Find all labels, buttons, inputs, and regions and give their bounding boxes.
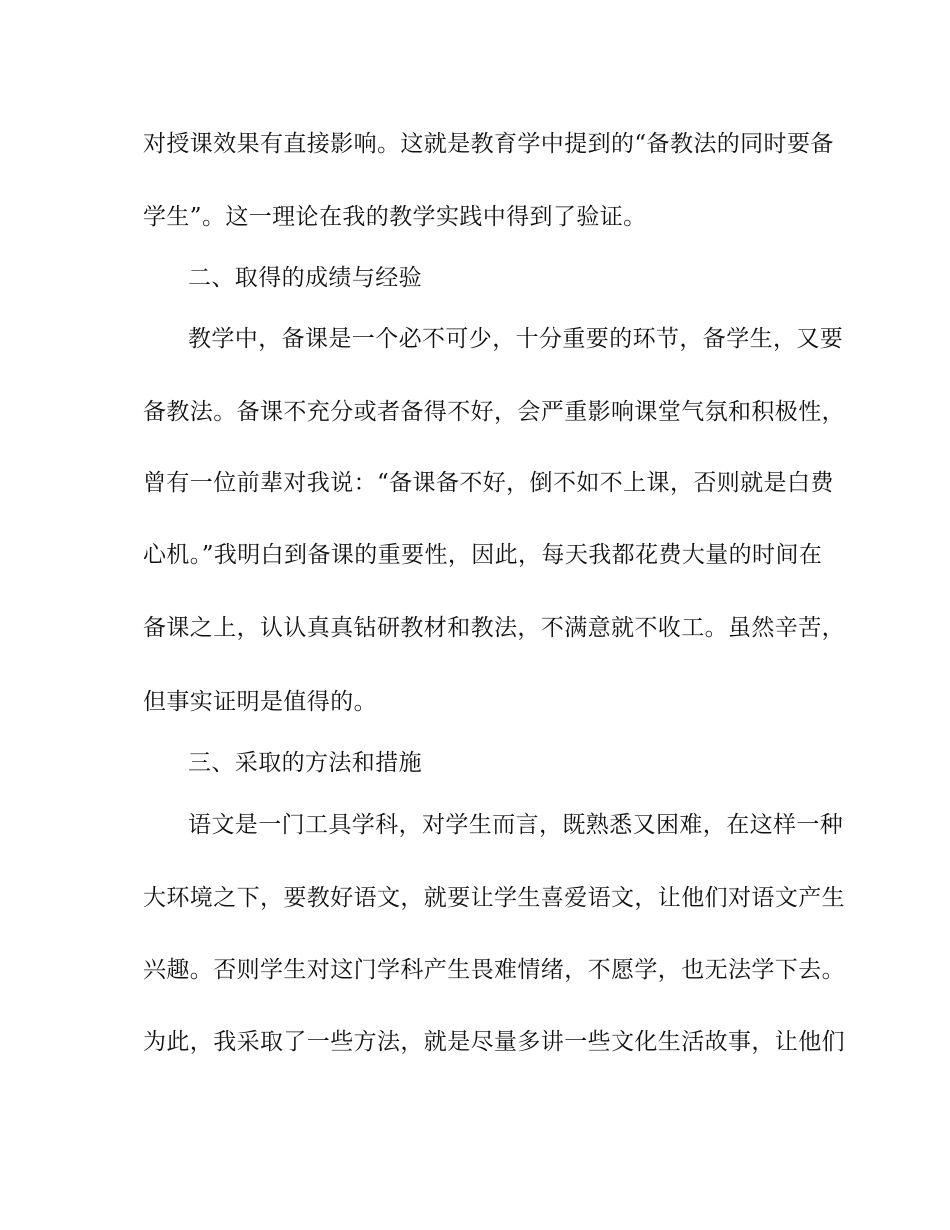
text-line: 语文是一门工具学科，对学生而言，既熟悉又困难，在这样一种 — [188, 812, 844, 838]
text-line: 对授课效果有直接影响。这就是教育学中提到的“备教法的同时要备 — [143, 131, 834, 157]
text-line: 备教法。备课不充分或者备得不好，会严重影响课堂气氛和积极性， — [143, 399, 845, 425]
text-line: 大环境之下，要教好语文，就要让学生喜爱语文，让他们对语文产生 — [143, 885, 845, 911]
text-line: 兴趣。否则学生对这门学科产生畏难情绪，不愿学，也无法学下去。 — [143, 957, 845, 983]
text-line: 曾有一位前辈对我说：“备课备不好，倒不如不上课，否则就是白费 — [143, 470, 834, 496]
section-heading: 三、采取的方法和措施 — [188, 750, 422, 776]
text-line: 学生”。这一理论在我的教学实践中得到了验证。 — [143, 204, 647, 230]
text-line: 备课之上，认认真真钻研教材和教法，不满意就不收工。虽然辛苦， — [143, 615, 845, 641]
text-line: 心机。”我明白到备课的重要性，因此，每天我都花费大量的时间在 — [143, 542, 823, 568]
text-line: 教学中，备课是一个必不可少，十分重要的环节，备学生，又要 — [188, 326, 844, 352]
text-line: 但事实证明是值得的。 — [143, 689, 377, 715]
section-heading: 二、取得的成绩与经验 — [188, 265, 422, 291]
text-line: 为此，我采取了一些方法，就是尽量多讲一些文化生活故事，让他们 — [143, 1029, 845, 1055]
